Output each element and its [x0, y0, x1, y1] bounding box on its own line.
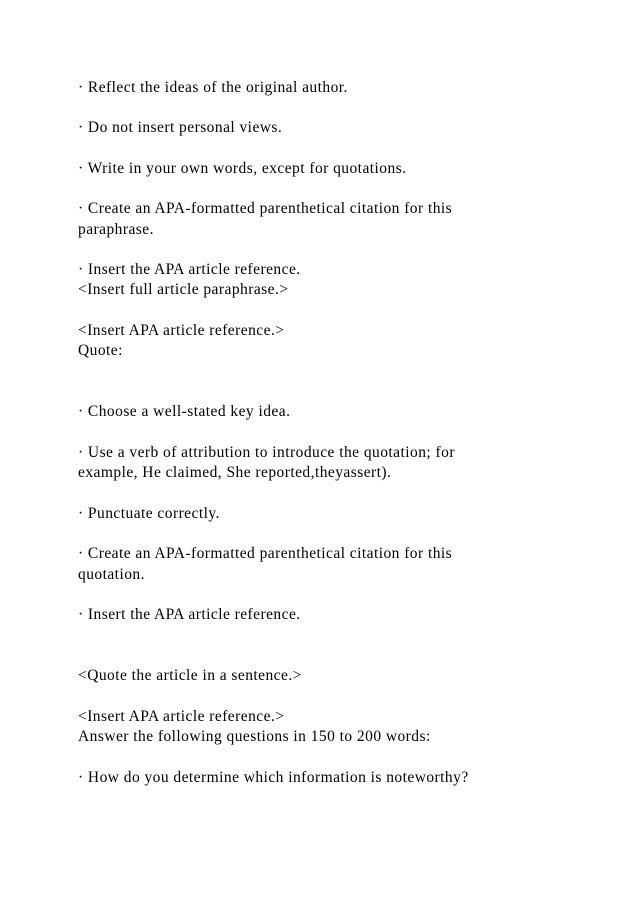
bullet-verb-attribution: · Use a verb of attribution to introduce the quotation; for: [78, 444, 455, 461]
question-noteworthy: · How do you determine which information is noteworthy?: [78, 769, 469, 786]
bullet-no-personal-views: · Do not insert personal views.: [78, 119, 283, 136]
bullet-insert-reference-2: · Insert the APA article reference.: [78, 606, 301, 623]
bullet-create-citation-quotation-cont: quotation.: [78, 566, 145, 583]
placeholder-quote: <Quote the article in a sentence.>: [78, 667, 302, 684]
placeholder-paraphrase: <Insert full article paraphrase.>: [78, 281, 289, 298]
bullet-insert-reference-1: · Insert the APA article reference.: [78, 261, 301, 278]
bullet-create-citation-paraphrase: · Create an APA-formatted parenthetical citation for this: [78, 200, 453, 217]
bullet-own-words: · Write in your own words, except for quotations.: [78, 160, 407, 177]
bullet-create-citation-paraphrase-cont: paraphrase.: [78, 221, 154, 238]
bullet-reflect-ideas: · Reflect the ideas of the original author.: [78, 79, 348, 96]
placeholder-reference-2: <Insert APA article reference.>: [78, 708, 285, 725]
bullet-verb-attribution-cont: example, He claimed, She reported,theyassert).: [78, 464, 392, 481]
placeholder-reference-1: <Insert APA article reference.>: [78, 322, 285, 339]
bullet-choose-key-idea: · Choose a well-stated key idea.: [78, 403, 291, 420]
bullet-create-citation-quotation: · Create an APA-formatted parenthetical citation for this: [78, 545, 453, 562]
questions-instruction: Answer the following questions in 150 to 200 words:: [78, 728, 431, 745]
bullet-punctuate: · Punctuate correctly.: [78, 505, 220, 522]
section-heading-quote: Quote:: [78, 342, 123, 359]
